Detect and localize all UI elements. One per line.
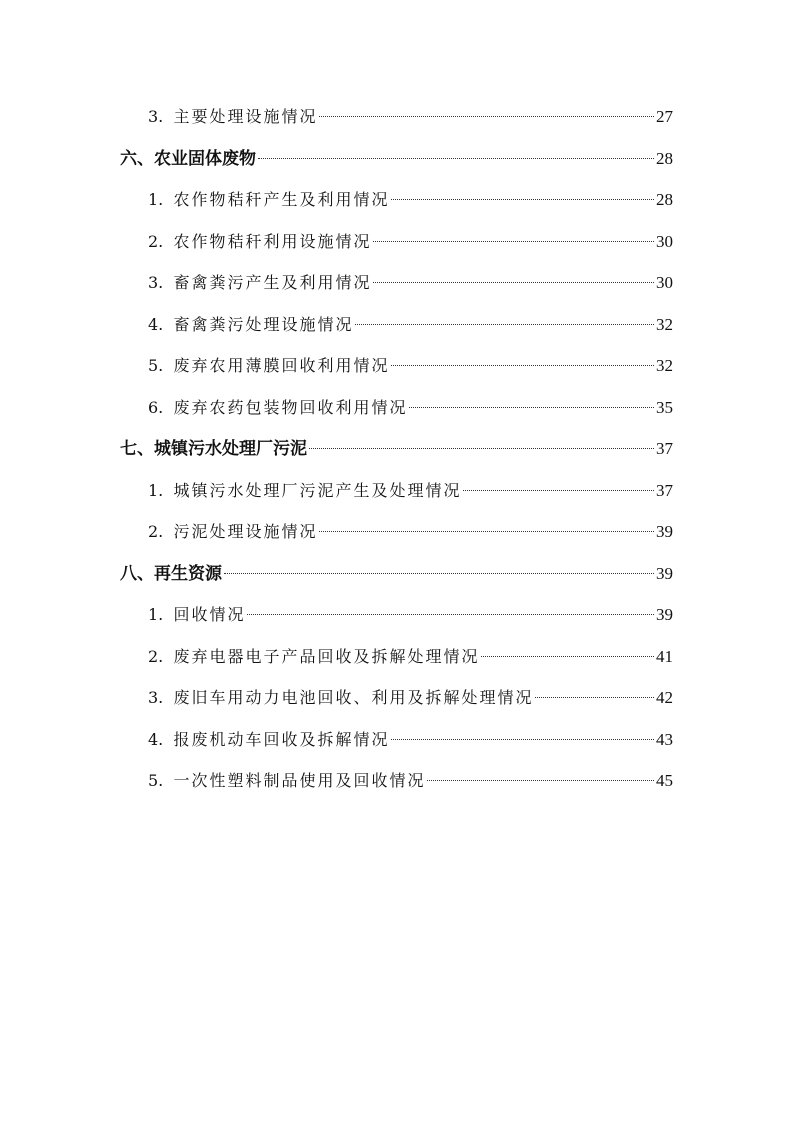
toc-section-entry[interactable] <box>120 636 673 678</box>
toc-entry-number: 5. <box>148 356 174 375</box>
toc-dot-leader <box>373 241 654 242</box>
toc-entry-title: 城镇污水处理厂污泥 <box>154 439 307 459</box>
toc-entry-number: 3. <box>148 273 174 292</box>
toc-entry-page: 32 <box>656 314 673 334</box>
toc-chapter-entry[interactable] <box>120 428 673 470</box>
toc-entry-title: 城镇污水处理厂污泥产生及处理情况 <box>173 480 462 500</box>
toc-entry-title: 畜禽粪污处理设施情况 <box>173 314 354 334</box>
toc-entry-page: 43 <box>656 729 673 749</box>
toc-entry-page: 27 <box>656 107 673 126</box>
toc-dot-leader <box>481 656 654 657</box>
toc-entry-title: 回收情况 <box>173 605 246 624</box>
toc-section-entry[interactable] <box>120 594 673 636</box>
toc-dot-leader <box>247 614 654 615</box>
toc-entry-page: 45 <box>656 771 673 790</box>
toc-entry-page: 37 <box>656 439 673 458</box>
toc-dot-leader <box>427 780 654 781</box>
toc-section-entry[interactable] <box>120 760 673 802</box>
toc-dot-leader <box>463 490 654 491</box>
toc-entry-number: 3. <box>148 107 174 126</box>
toc-section-entry[interactable] <box>120 387 673 429</box>
toc-section-entry[interactable] <box>120 179 673 221</box>
toc-entry-number: 6. <box>148 397 174 417</box>
toc-entry-page: 39 <box>656 605 673 624</box>
toc-entry-number: 1. <box>148 605 174 624</box>
toc-entry-number: 八、 <box>120 563 154 584</box>
toc-section-entry[interactable] <box>120 96 673 138</box>
toc-entry-number: 六、 <box>120 148 154 169</box>
toc-entry-page: 41 <box>656 646 673 666</box>
toc-section-entry[interactable] <box>120 221 673 263</box>
toc-entry-title: 再生资源 <box>154 563 222 584</box>
toc-section-entry[interactable] <box>120 304 673 346</box>
toc-dot-leader <box>391 199 654 200</box>
toc-entry-title: 农作物秸秆利用设施情况 <box>173 231 372 251</box>
toc-entry-number: 4. <box>148 729 174 749</box>
toc-entry-page: 30 <box>656 231 673 251</box>
toc-entry-page: 35 <box>656 397 673 417</box>
toc-entry-number: 1. <box>148 480 174 500</box>
toc-entry-number: 2. <box>148 522 174 541</box>
toc-entry-title: 畜禽粪污产生及利用情况 <box>173 273 372 292</box>
toc-chapter-entry[interactable] <box>120 138 673 180</box>
toc-dot-leader <box>373 282 654 283</box>
toc-section-entry[interactable] <box>120 719 673 761</box>
toc-dot-leader <box>309 448 654 449</box>
toc-entry-number: 4. <box>148 314 174 334</box>
toc-dot-leader <box>391 365 654 366</box>
toc-entry-title: 报废机动车回收及拆解情况 <box>173 729 390 749</box>
toc-entry-title: 农作物秸秆产生及利用情况 <box>173 190 390 209</box>
toc-entry-page: 28 <box>656 148 673 168</box>
toc-entry-page: 42 <box>656 688 673 707</box>
toc-entry-page: 39 <box>656 563 673 583</box>
toc-entry-title: 一次性塑料制品使用及回收情况 <box>173 771 426 790</box>
toc-dot-leader <box>355 324 654 325</box>
toc-section-entry[interactable] <box>120 345 673 387</box>
toc-section-entry[interactable] <box>120 677 673 719</box>
table-of-contents <box>120 96 673 802</box>
toc-entry-title: 废弃电器电子产品回收及拆解处理情况 <box>173 646 480 666</box>
toc-dot-leader <box>258 158 654 159</box>
toc-entry-title: 农业固体废物 <box>154 148 256 169</box>
toc-entry-number: 七、 <box>120 439 154 459</box>
toc-entry-number: 2. <box>148 646 174 666</box>
toc-entry-number: 1. <box>148 190 174 209</box>
toc-entry-page: 28 <box>656 190 673 209</box>
toc-dot-leader <box>224 573 654 574</box>
toc-entry-page: 39 <box>656 522 673 541</box>
toc-section-entry[interactable] <box>120 511 673 553</box>
toc-entry-title: 废旧车用动力电池回收、利用及拆解处理情况 <box>173 688 534 707</box>
toc-section-entry[interactable] <box>120 470 673 512</box>
toc-entry-page: 32 <box>656 356 673 375</box>
toc-section-entry[interactable] <box>120 262 673 304</box>
toc-entry-title: 主要处理设施情况 <box>173 107 318 126</box>
toc-entry-page: 30 <box>656 273 673 292</box>
toc-chapter-entry[interactable] <box>120 553 673 595</box>
toc-entry-number: 2. <box>148 231 174 251</box>
toc-dot-leader <box>319 116 654 117</box>
toc-entry-title: 污泥处理设施情况 <box>173 522 318 541</box>
toc-entry-number: 3. <box>148 688 174 707</box>
toc-dot-leader <box>319 531 654 532</box>
toc-entry-title: 废弃农药包装物回收利用情况 <box>173 397 408 417</box>
toc-dot-leader <box>409 407 654 408</box>
toc-entry-title: 废弃农用薄膜回收利用情况 <box>173 356 390 375</box>
toc-entry-page: 37 <box>656 480 673 500</box>
toc-dot-leader <box>391 739 654 740</box>
toc-dot-leader <box>535 697 654 698</box>
toc-entry-number: 5. <box>148 771 174 790</box>
